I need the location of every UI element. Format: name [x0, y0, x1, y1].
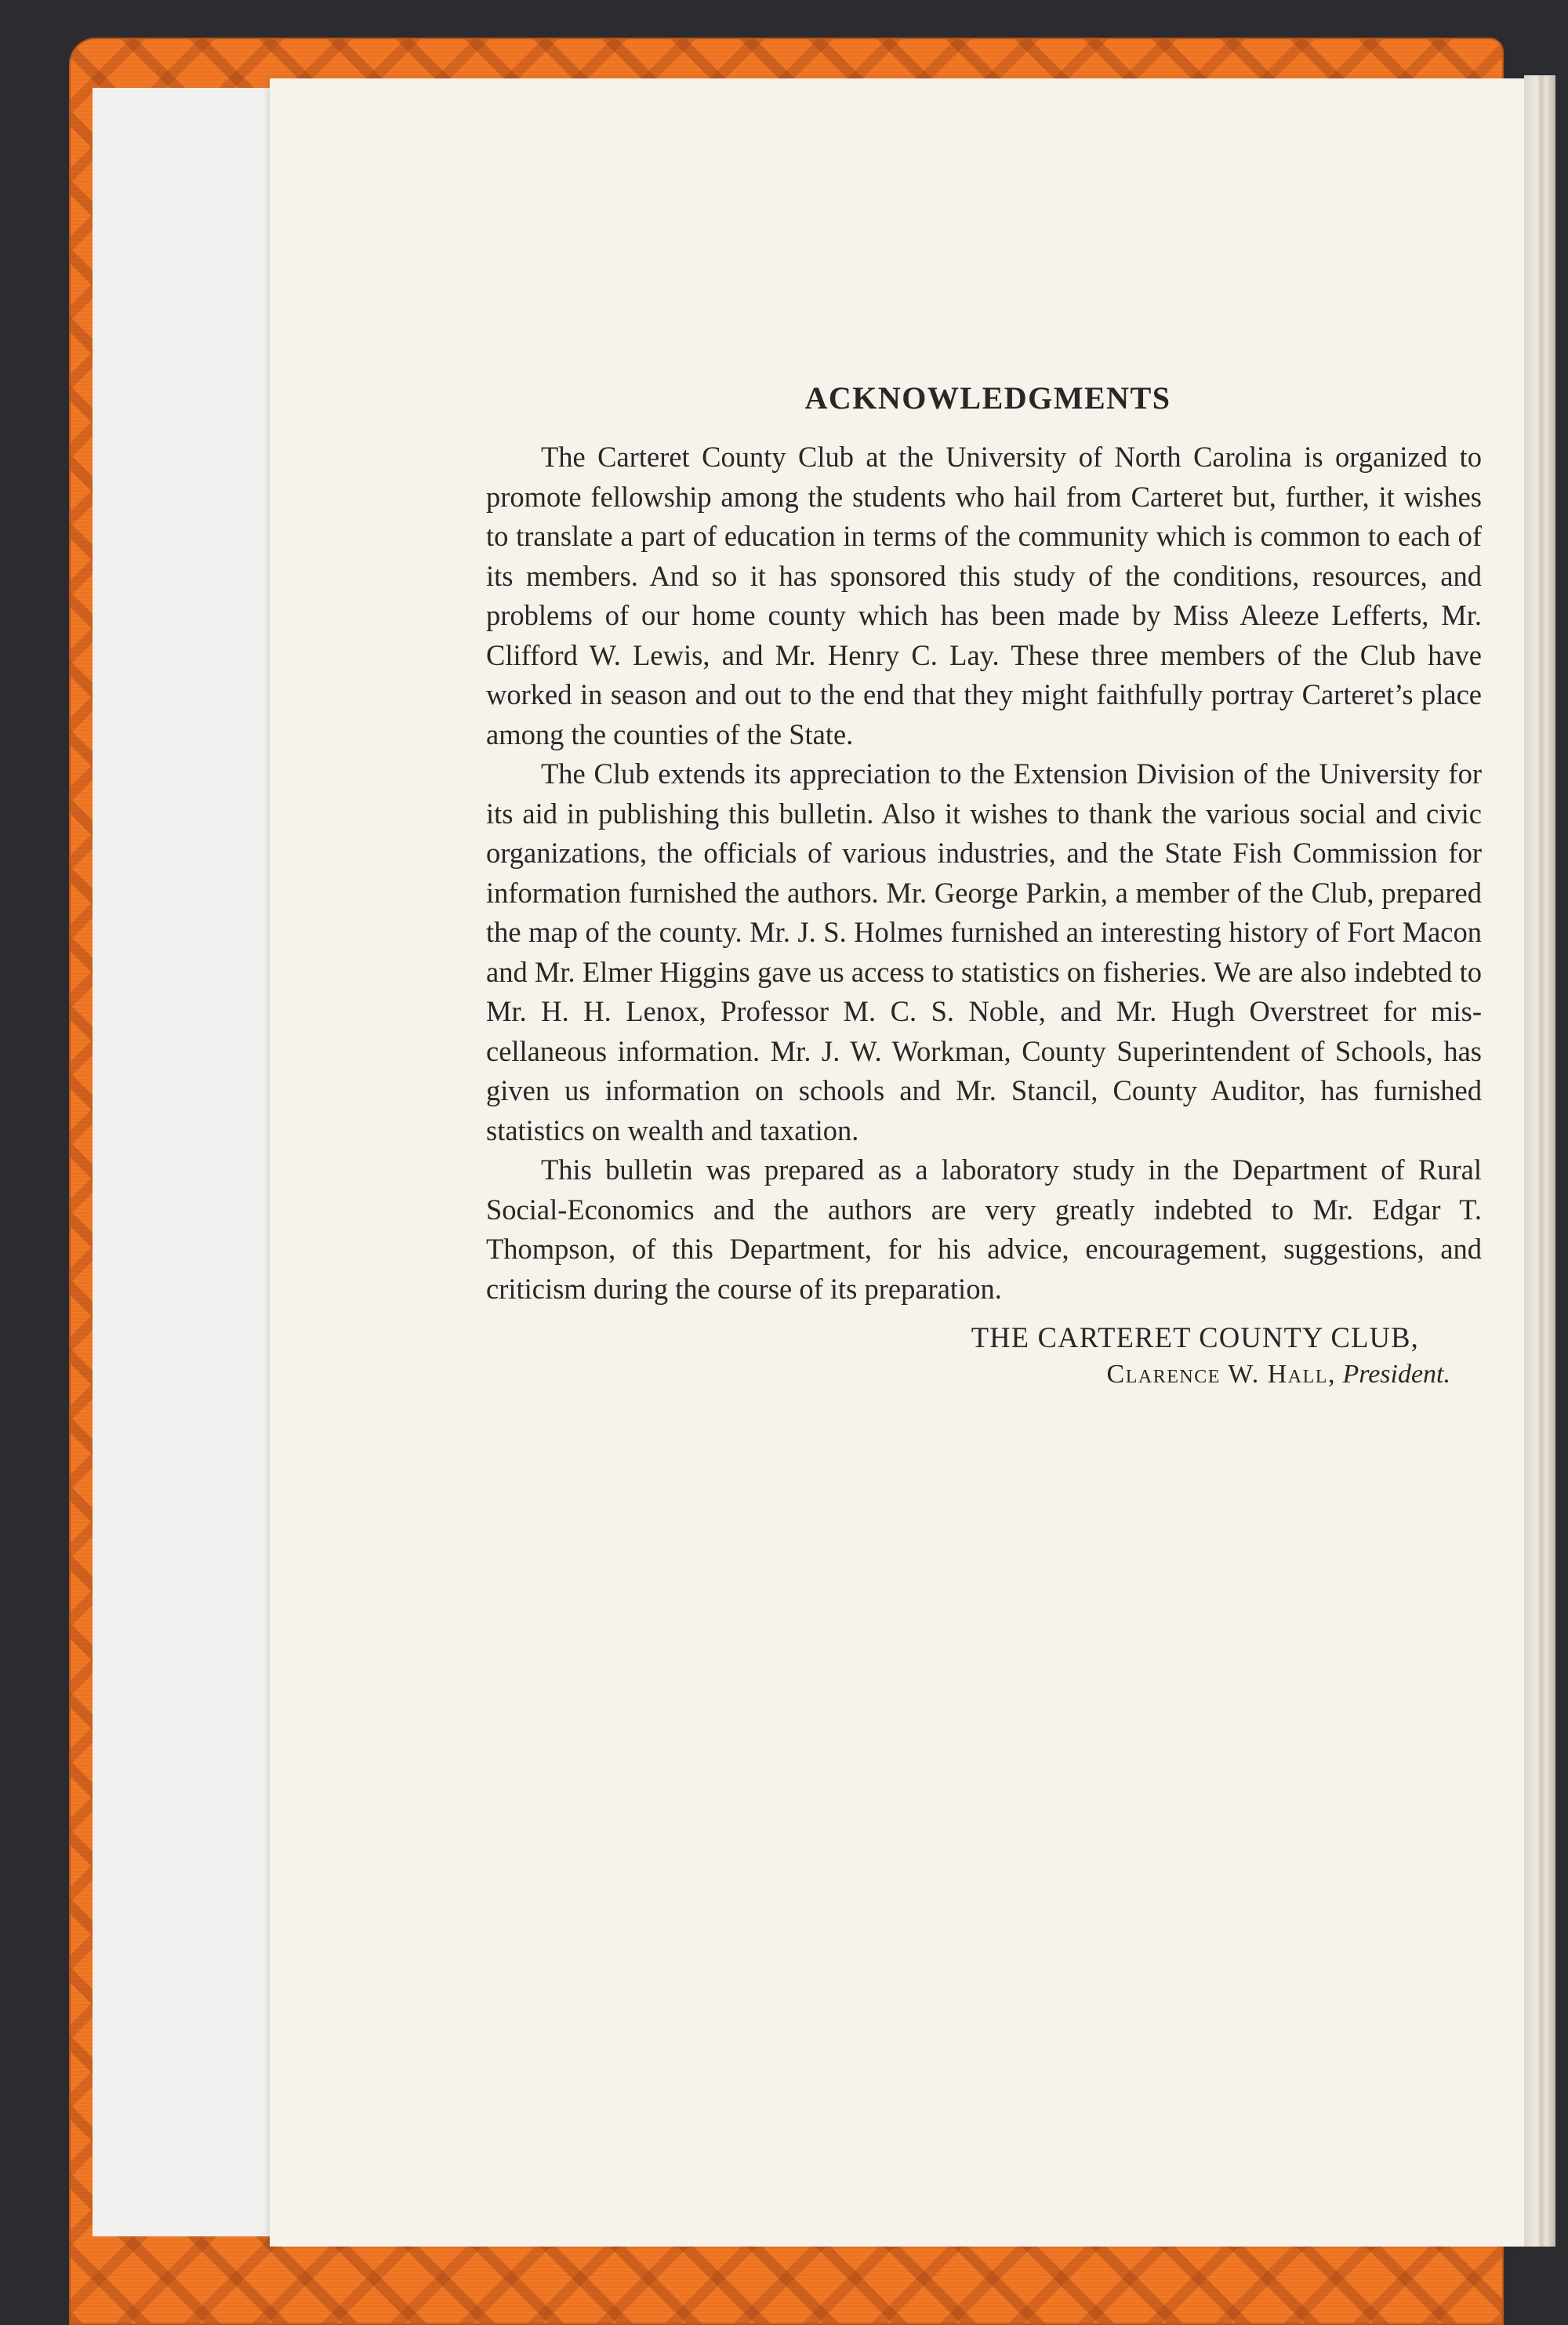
paragraph-1: The Carteret County Club at the University of North Carolina is organized to promote fellowship among the students who hail from Carteret but, further, it wishes to translate a part of education in terms of the community which is common to each of its members. And so it has sponsored this study of the conditions, resources, and problems of our home county which has been made by Miss Aleeze Lefferts, Mr. Clifford W. Lewis, and Mr. Henry C. Lay. These three members of the Club have worked in season and out to the end that they might faithfully portray Carteret’s place among the counties of the State. [486, 441, 1482, 750]
president-name: Clarence W. Hall, [1106, 1359, 1336, 1389]
acknowledgments-text [486, 376, 1482, 1394]
page-edges [1524, 75, 1555, 2247]
page-title: ACKNOWLEDGMENTS [804, 380, 1171, 416]
president-line [486, 1355, 1482, 1395]
flyleaf [93, 88, 289, 2236]
paragraph-2: The Club extends its appreciation to the Extension Division of the University for its aid in publishing this bulletin. Also it wishes to thank the various social and civic organizations, the officials of various industries, and the State Fish Commission for information furnished the authors. Mr. George Parkin, a member of the Club, prepared the map of the county. Mr. J. S. Holmes furnished an interesting history of Fort Macon and Mr. Elmer Higgins gave us access to statistics on fisheries. We are also indebted to Mr. H. H. Lenox, Professor M. C. S. Noble, and Mr. Hugh Overstreet for miscellaneous information. Mr. J. W. Workman, County Superintendent of Schools, has given us information on schools and Mr. Stancil, County Auditor, has furnished statistics on wealth and taxation. [486, 757, 1482, 1146]
club-signature: THE CARTERET COUNTY CLUB, [971, 1321, 1419, 1353]
paragraph-3: This bulletin was prepared as a laboratory study in the Department of Rural Social-Economics and the authors are very greatly indebted to Mr. Edgar T. Thompson, of this Department, for his advice, encouragement, suggestions, and criticism during the course of its preparation. [486, 1153, 1482, 1305]
president-title: President. [1342, 1359, 1450, 1389]
